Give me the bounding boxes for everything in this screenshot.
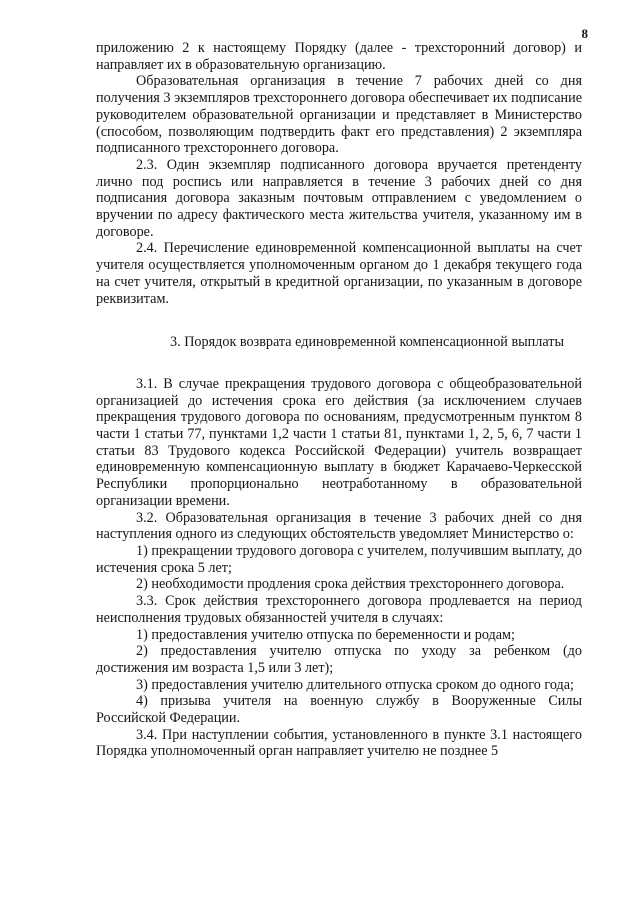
paragraph-2-2-signing: Образовательная организация в течение 7 рабочих дней со дня получения 3 экземпляров трехстороннего договора обеспечивает их подписание руководителем образовательной организации и представляет в Министерство (способом, позволяющим подтвердить факт его представления) 2 экземпляра подписанного трехстороннего договора. xyxy=(96,73,582,157)
paragraph-continuation: приложению 2 к настоящему Порядку (далее - трехсторонний договор) и направляет их в образовательную организацию. xyxy=(96,40,582,73)
paragraph-3-3: 3.3. Срок действия трехстороннего договора продлевается на период неисполнения трудовых обязанностей учителя в случаях: xyxy=(96,593,582,626)
section-heading: 3. Порядок возврата единовременной компенсационной выплаты xyxy=(170,334,565,351)
list-item-3-2-2: 2) необходимости продления срока действия трехстороннего договора. xyxy=(136,576,565,593)
paragraph-3-2: 3.2. Образовательная организация в течение 3 рабочих дней со дня наступления одного из следующих обстоятельств уведомляет Министерство о: xyxy=(96,509,582,543)
list-item-3-3-1: 1) предоставления учителю отпуска по беременности и родам; xyxy=(136,626,515,643)
document-body xyxy=(96,40,582,760)
paragraph-3-4: 3.4. При наступлении события, установленного в пункте 3.1 настоящего Порядка уполномоченный орган направляет учителю не позднее 5 xyxy=(96,726,582,760)
paragraph-2-4: 2.4. Перечисление единовременной компенсационной выплаты на счет учителя осуществляется уполномоченным органом до 1 декабря текущего года на счет учителя, открытый в кредитной организации, по указанным в договоре реквизитам. xyxy=(96,240,582,307)
list-item-3-2-1: 1) прекращении трудового договора с учителем, получившим выплату, до истечения срока 5 лет; xyxy=(96,542,582,576)
paragraph-3-1: 3.1. В случае прекращения трудового договора с общеобразовательной организацией до истечения срока его действия (за исключением случаев прекращения трудового договора по основаниям, предусмотренным пунктом 8 части 1 статьи 77, пунктами 1,2 части 1 статьи 81, пунктами 1, 2, 5, 6, 7 части 1 статьи 83 Трудового кодекса Российской Федерации) учитель возвращает единовременную компенсационную выплату в бюджет Карачаево-Черкесской Республики пропорционально неотработанному в образовательной организации времени. xyxy=(96,375,582,509)
paragraph-2-3: 2.3. Один экземпляр подписанного договора вручается претенденту лично под роспись или направляется в течение 3 рабочих дней со дня подписания договора заказным почтовым отправлением с уведомлением о вручении по адресу фактического места жительства учителя, указанному им в договоре. xyxy=(96,156,582,240)
list-item-3-3-4: 4) призыва учителя на военную службу в Вооруженные Силы Российской Федерации. xyxy=(96,693,582,727)
list-item-3-3-3: 3) предоставления учителю длительного отпуска сроком до одного года; xyxy=(136,676,574,693)
page-number: 8 xyxy=(581,26,588,41)
list-item-3-3-2: 2) предоставления учителю отпуска по уходу за ребенком (до достижения им возраста 1,5 или 3 лет); xyxy=(96,643,582,676)
